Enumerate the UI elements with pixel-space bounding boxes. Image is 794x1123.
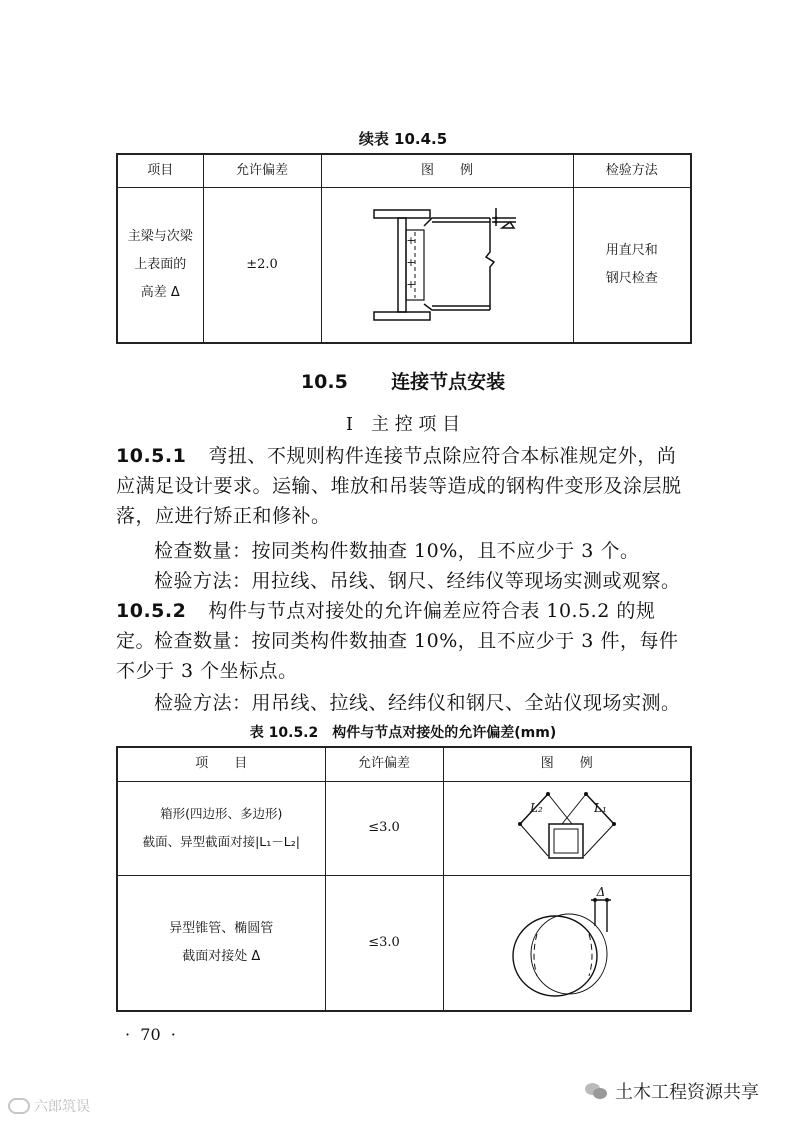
brand-logo-icon: [8, 1098, 30, 1114]
table2-header-item: 项 目: [117, 747, 325, 781]
check-quantity: 检查数量：按同类构件数抽查 10%，且不应少于 3 件，每件不少于 3 个坐标点。: [116, 630, 679, 682]
section-title: 连接节点安装: [391, 371, 506, 393]
clause-text: 弯扭、不规则构件连接节点除应符合本标准规定外，尚应满足设计要求。运输、堆放和吊装等造成的钢构件变形及涂层脱落，应进行矫正和修补。: [116, 445, 682, 527]
table2-row2-figure: [443, 875, 691, 1011]
table1-header-figure: 图 例: [321, 154, 573, 187]
beam-joint-diagram: [362, 202, 532, 327]
table1-method-cell: [573, 187, 691, 343]
table1: [116, 153, 692, 344]
label-l2: L₂: [529, 801, 543, 815]
svg-text:+: +: [406, 256, 416, 270]
section-subtitle: Ⅰ 主 控 项 目: [345, 414, 461, 435]
table2-item-line: 截面、异型截面对接|L₁－L₂|: [142, 834, 300, 849]
check-method: 检验方法：用拉线、吊线、钢尺、经纬仪等现场实测或观察。: [154, 570, 681, 592]
check-quantity: 检查数量：按同类构件数抽查 10%，且不应少于 3 个。: [154, 540, 640, 562]
table1-item-line: 上表面的: [134, 256, 187, 272]
table1-item-cell: [117, 187, 203, 343]
table2-header-tolerance: 允许偏差: [325, 747, 443, 781]
table1-tolerance: ±2.0: [203, 187, 321, 343]
section-heading: [116, 367, 690, 394]
table1-header-item: 项目: [117, 154, 203, 187]
table2-item-line: 截面对接处 Δ: [182, 948, 261, 964]
table1-method-line: 钢尺检查: [605, 270, 658, 286]
table2-item-line: 箱形(四边形、多边形): [160, 806, 283, 821]
table1-header-tolerance: 允许偏差: [203, 154, 321, 187]
table1-figure-cell: [321, 187, 573, 343]
svg-text:+: +: [406, 278, 416, 292]
table2-caption: 表 10.5.2 构件与节点对接处的允许偏差(mm): [249, 725, 557, 741]
table2-header-figure: 图 例: [443, 747, 691, 781]
check-method: 检验方法：用吊线、拉线、经纬仪和钢尺、全站仪现场实测。: [154, 692, 681, 714]
wechat-icon: [585, 1081, 609, 1101]
page-number: · 70 ·: [125, 1025, 176, 1044]
elliptical-tube-diagram: [507, 884, 627, 1002]
box-section-diagram: [512, 788, 622, 868]
clause-text: 构件与节点对接处的允许偏差应符合表 10.5.2 的规定。: [116, 600, 656, 652]
table2: [116, 746, 692, 1012]
table1-method-line: 用直尺和: [605, 242, 658, 258]
label-l1: L₁: [593, 801, 607, 815]
svg-text:+: +: [406, 234, 416, 248]
watermark-right: 土木工程资源共享: [585, 1078, 759, 1104]
section-number: 10.5: [300, 371, 348, 393]
table2-row1-figure: [443, 781, 691, 875]
table1-header-method: 检验方法: [573, 154, 691, 187]
table1-item-line: 主梁与次梁: [127, 228, 193, 244]
table2-row2-item: [117, 875, 325, 1011]
table2-row1-tolerance: ≤3.0: [325, 781, 443, 875]
table1-caption: 续表 10.4.5: [358, 130, 448, 148]
table2-row2-tolerance: ≤3.0: [325, 875, 443, 1011]
clause-number: 10.5.2: [116, 600, 187, 622]
clause-number: 10.5.1: [116, 445, 187, 467]
label-delta: Δ: [596, 884, 606, 899]
watermark-left: 六郎筑误: [8, 1096, 90, 1116]
clause-10-5-1: [116, 441, 690, 531]
table2-row1-item: [117, 781, 325, 875]
table1-item-line: 高差 Δ: [140, 284, 180, 300]
table2-item-line: 异型锥管、椭圆管: [169, 920, 274, 936]
